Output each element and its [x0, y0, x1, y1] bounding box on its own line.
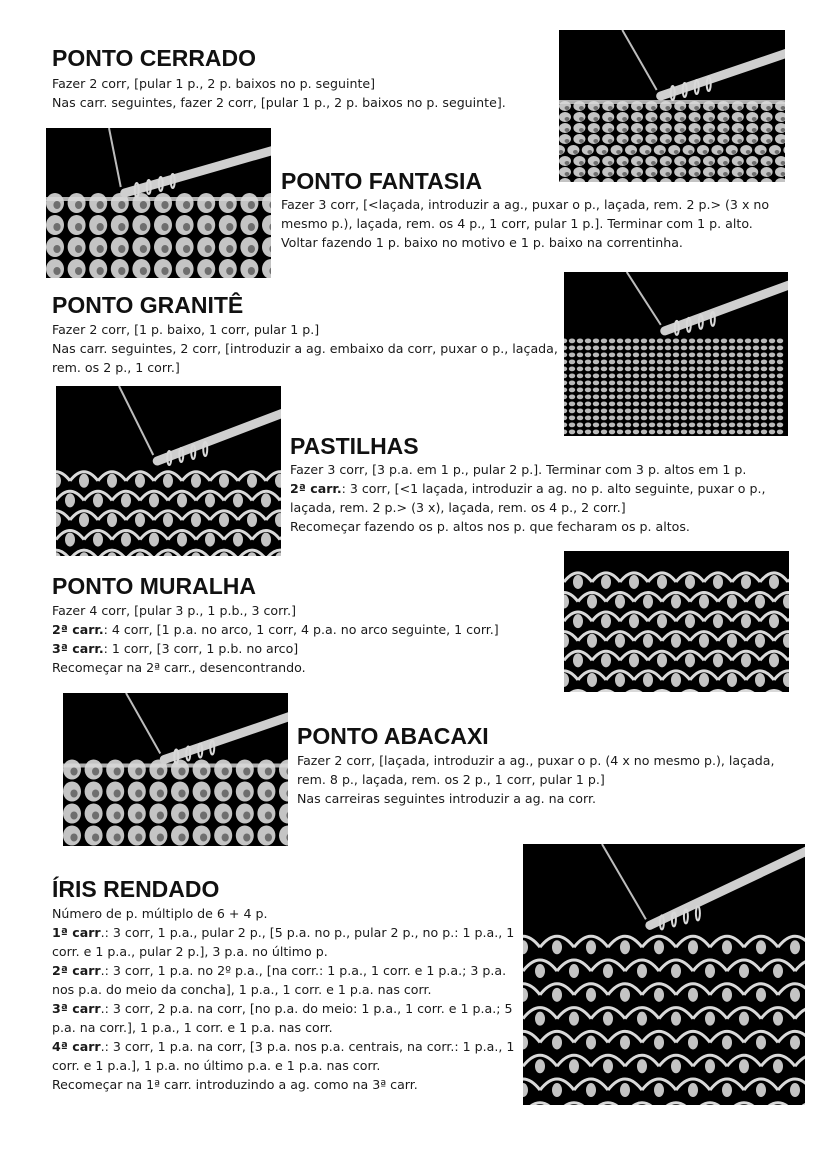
- instruction-line: Fazer 2 corr, [laçada, introduzir a ag., puxar o p. (4 x no mesmo p.), laçada,: [297, 753, 775, 768]
- crochet-hook-photo-icon: [46, 128, 271, 278]
- instruction-line: Fazer 4 corr, [pular 3 p., 1 p.b., 3 corr.]: [52, 603, 296, 618]
- section-title-pastilhas: PASTILHAS: [290, 433, 419, 459]
- instruction-line: Recomeçar na 1ª carr. introduzindo a ag. como na 3ª carr.: [52, 1077, 418, 1092]
- section-text-granite: [52, 320, 558, 377]
- section-text-cerrado: [52, 74, 506, 112]
- instruction-line: 1ª carr.: 3 corr, 1 p.a., pular 2 p., [5 p.a. no p., pular 2 p., no p.: 1 p.a., 1: [52, 925, 515, 940]
- instruction-line: Nas carr. seguintes, fazer 2 corr, [pular 1 p., 2 p. baixos no p. seguinte].: [52, 95, 506, 110]
- section-title-abacaxi: PONTO ABACAXI: [297, 723, 489, 749]
- section-title-iris: ÍRIS RENDADO: [52, 876, 220, 902]
- crochet-hook-photo-icon: [564, 272, 788, 436]
- crochet-hook-photo-icon: [63, 693, 288, 846]
- instruction-line: Nas carr. seguintes, 2 corr, [introduzir a ag. embaixo da corr, puxar o p., laçada,: [52, 341, 558, 356]
- instruction-line: corr. e 1 p.a., pular 2 p.], 3 p.a. no último p.: [52, 944, 328, 959]
- instruction-line: laçada, rem. 2 p.> (3 x), laçada, rem. os 4 p., 2 corr.]: [290, 500, 626, 515]
- crochet-texture-graphic: [523, 844, 805, 1105]
- instruction-line: Recomeçar fazendo os p. altos nos p. que fecharam os p. altos.: [290, 519, 690, 534]
- crochet-hook-photo-icon: [523, 844, 805, 1105]
- instruction-line: Recomeçar na 2ª carr., desencontrando.: [52, 660, 306, 675]
- instruction-line: Fazer 3 corr, [<laçada, introduzir a ag., puxar o p., laçada, rem. 2 p.> (3 x no: [281, 197, 770, 212]
- instruction-line: rem. os 2 p., 1 corr.]: [52, 360, 180, 375]
- instruction-line: Número de p. múltiplo de 6 + 4 p.: [52, 906, 268, 921]
- crochet-texture-graphic: [564, 551, 789, 692]
- instruction-line: Voltar fazendo 1 p. baixo no motivo e 1 p. baixo na correntinha.: [281, 235, 683, 250]
- section-text-abacaxi: [297, 751, 775, 808]
- crochet-texture-graphic: [559, 30, 785, 182]
- crochet-texture-graphic: [46, 128, 271, 278]
- instruction-line: 2ª carr.: 4 corr, [1 p.a. no arco, 1 corr, 4 p.a. no arco seguinte, 1 corr.]: [52, 622, 499, 637]
- instruction-line: Fazer 2 corr, [1 p. baixo, 1 corr, pular 1 p.]: [52, 322, 320, 337]
- instruction-line: 4ª carr.: 3 corr, 1 p.a. na corr, [3 p.a. nos p.a. centrais, na corr.: 1 p.a., 1: [52, 1039, 515, 1054]
- instruction-line: mesmo p.), laçada, rem. os 4 p., 1 corr, pular 1 p.]. Terminar com 1 p. alto.: [281, 216, 753, 231]
- instruction-line: Fazer 3 corr, [3 p.a. em 1 p., pular 2 p.]. Terminar com 3 p. altos em 1 p.: [290, 462, 747, 477]
- instruction-line: nos p.a. do meio da concha], 1 p.a., 1 corr. e 1 p.a. nas corr.: [52, 982, 432, 997]
- instruction-line: 3ª carr.: 1 corr, [3 corr, 1 p.b. no arco]: [52, 641, 299, 656]
- section-text-pastilhas: [290, 460, 766, 536]
- section-title-fantasia: PONTO FANTASIA: [281, 168, 483, 194]
- instruction-line: 2ª carr.: 3 corr, 1 p.a. no 2º p.a., [na corr.: 1 p.a., 1 corr. e 1 p.a.; 3 p.a.: [52, 963, 507, 978]
- section-title-granite: PONTO GRANITÊ: [52, 292, 244, 318]
- crochet-hook-photo-icon: [559, 30, 785, 182]
- section-text-fantasia: [281, 195, 769, 252]
- section-title-muralha: PONTO MURALHA: [52, 573, 257, 599]
- instruction-line: 3ª carr.: 3 corr, 2 p.a. na corr, [no p.a. do meio: 1 p.a., 1 corr. e 1 p.a.; 5: [52, 1001, 513, 1016]
- crochet-hook-photo-icon: [564, 551, 789, 692]
- instruction-line: p.a. na corr.], 1 p.a., 1 corr. e 1 p.a. nas corr.: [52, 1020, 333, 1035]
- section-text-iris: [52, 904, 514, 1094]
- instruction-line: Fazer 2 corr, [pular 1 p., 2 p. baixos no p. seguinte]: [52, 76, 376, 91]
- crochet-texture-graphic: [564, 272, 788, 436]
- instruction-line: Nas carreiras seguintes introduzir a ag. na corr.: [297, 791, 596, 806]
- instruction-line: corr. e 1 p.a.], 1 p.a. no último p.a. e 1 p.a. nas corr.: [52, 1058, 381, 1073]
- crochet-texture-graphic: [63, 693, 288, 846]
- instruction-line: 2ª carr.: 3 corr, [<1 laçada, introduzir a ag. no p. alto seguinte, puxar o p.,: [290, 481, 766, 496]
- instruction-line: rem. 8 p., laçada, rem. os 2 p., 1 corr, pular 1 p.]: [297, 772, 605, 787]
- crochet-texture-graphic: [56, 386, 281, 556]
- crochet-hook-photo-icon: [56, 386, 281, 556]
- section-title-cerrado: PONTO CERRADO: [52, 45, 257, 71]
- section-text-muralha: [52, 601, 499, 677]
